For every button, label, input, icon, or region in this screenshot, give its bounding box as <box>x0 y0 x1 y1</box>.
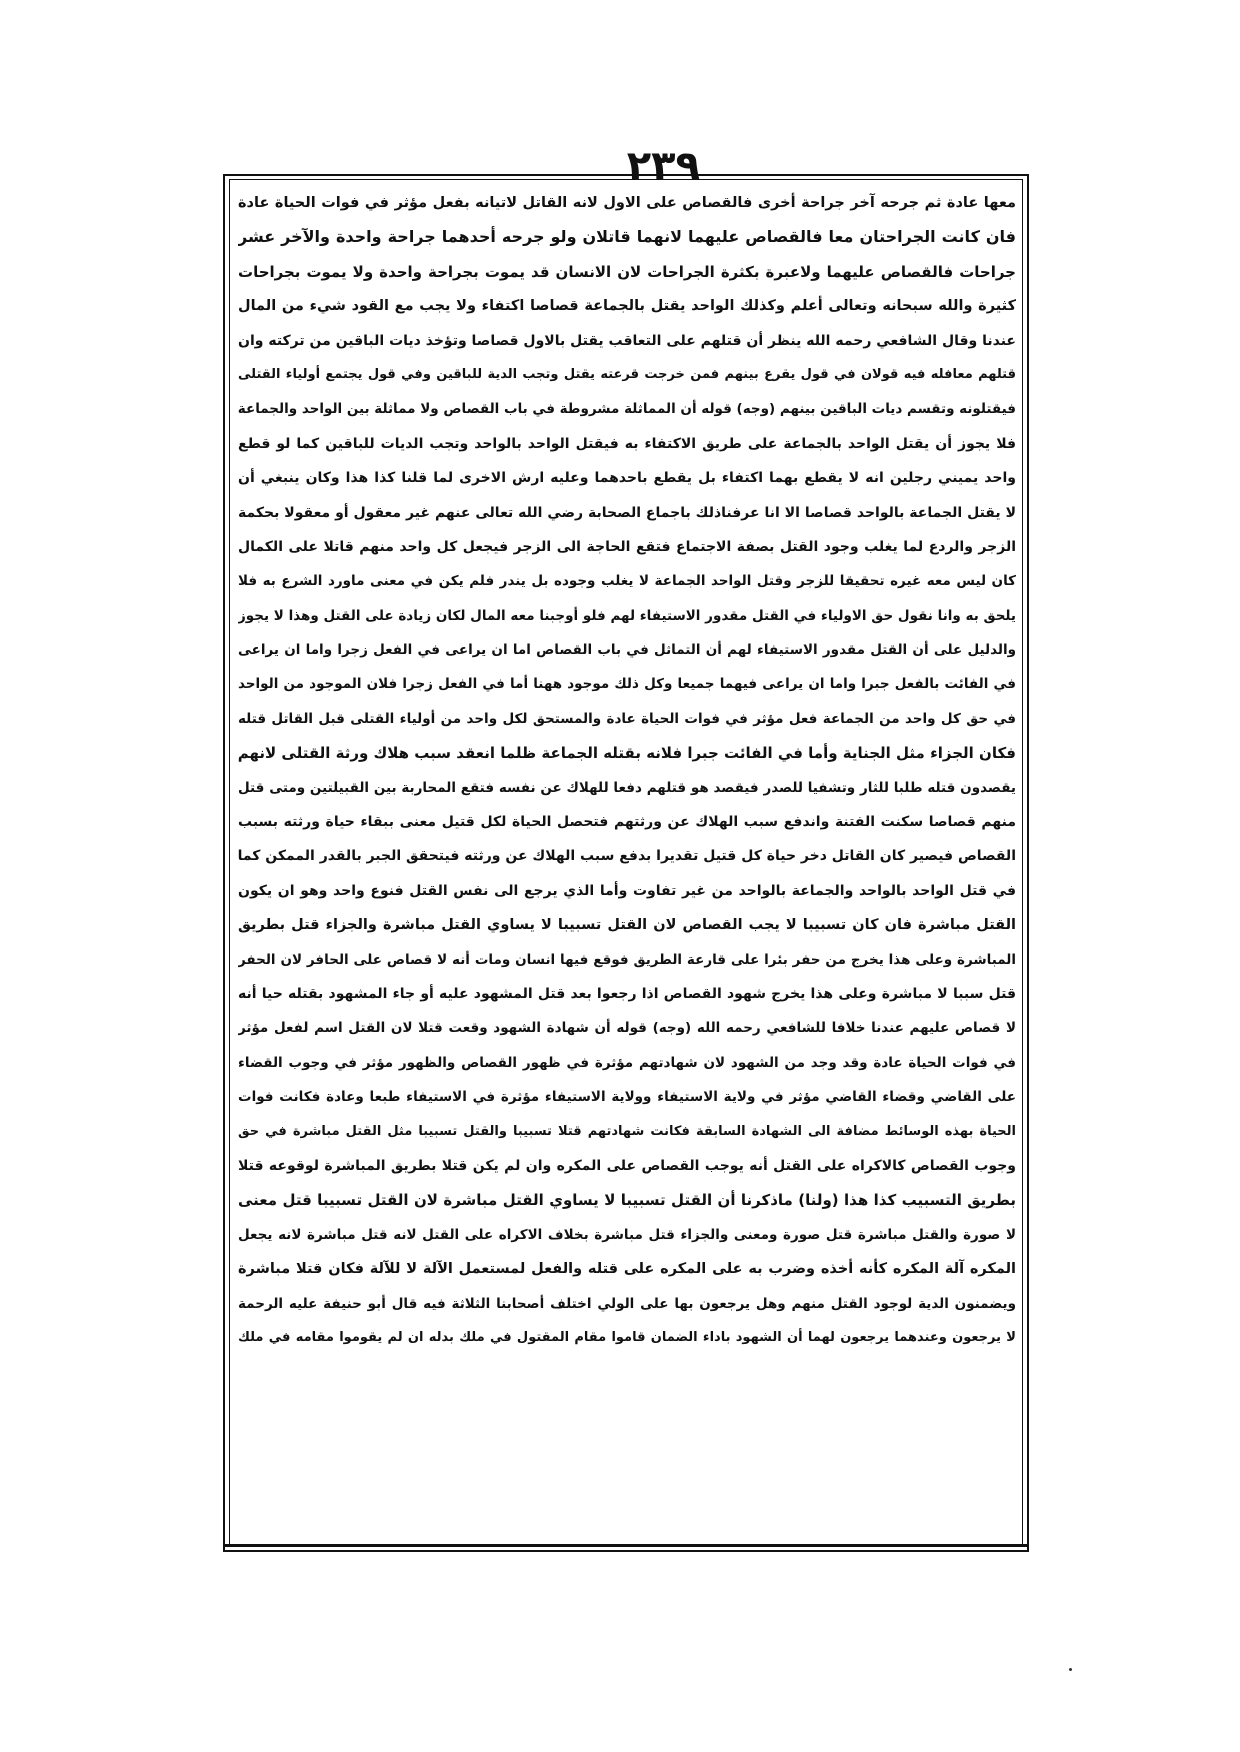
text-line: وجوب القصاص كالاكراه على القتل أنه يوجب القصاص على المكره وان لم يكن قتلا بطريق المباشرة لوقوعه قتلا <box>238 1157 1016 1174</box>
text-line: المباشرة وعلى هذا يخرج من حفر بئرا على قارعة الطريق فوقع فيها انسان ومات أنه لا قصاص على الحافر لان الحفر <box>238 951 1016 968</box>
text-line: على القاضي وقضاء القاضي مؤثر في ولاية الاستيفاء وولاية الاستيفاء مؤثرة في الاستيفاء طبعا وعادة فكانت فوات <box>238 1089 1016 1106</box>
text-line: ويضمنون الدية لوجود القتل منهم وهل يرجعون بها على الولي اختلف أصحابنا الثلاثة فيه قال أبو حنيفة عليه الرحمة <box>238 1295 1016 1312</box>
text-line: عندنا وقال الشافعي رحمه الله ينظر أن قتلهم على التعاقب يقتل بالاول قصاصا وتؤخذ ديات الباقين من تركته وان <box>238 332 1016 349</box>
text-line: فيقتلونه وتقسم ديات الباقين بينهم (وجه) قوله أن المماثلة مشروطة في باب القصاص ولا مماثلة بين الواحد والجماعة <box>238 401 1016 418</box>
text-line: فلا يجوز أن يقتل الواحد بالجماعة على طريق الاكتفاء به فيقتل الواحد بالواحد وتجب الديات للباقين كما لو قطع <box>238 435 1016 452</box>
body-text <box>238 186 1016 1355</box>
text-line: جراحات فالقصاص عليهما ولاعبرة بكثرة الجراحات لان الانسان قد يموت بجراحة واحدة ولا يموت بجراحات <box>238 262 1016 281</box>
text-line: في حق كل واحد من الجماعة فعل مؤثر في فوات الحياة عادة والمستحق لكل واحد من أولياء القتلى قبل القاتل قتله <box>238 710 1016 727</box>
page-frame-bottom-rule <box>223 1544 1029 1547</box>
text-line: معها عادة ثم جرحه آخر جراحة أخرى فالقصاص على الاول لانه القاتل لاتيانه بفعل مؤثر في فوات الحياة عادة <box>238 195 1016 211</box>
text-line: في فوات الحياة عادة وقد وجد من الشهود لان شهادتهم مؤثرة في ظهور القصاص والظهور مؤثر في وجوب القضاء <box>238 1054 1016 1071</box>
text-line: يلحق به وانا نقول حق الاولياء في القتل مقدور الاستيفاء لهم فلو أوجبنا معه المال لكان زيادة على القتل وهذا لا يجوز <box>238 607 1016 624</box>
text-line: والدليل على أن القتل مقدور الاستيفاء لهم أن التماثل في باب القصاص اما ان يراعى في الفعل زجرا واما ان يراعى <box>238 642 1016 659</box>
text-line: القتل مباشرة فان كان تسبيبا لا يجب القصاص لان القتل تسبيبا لا يساوي القتل مباشرة والجزاء قتل بطريق <box>238 917 1016 934</box>
text-line: فكان الجزاء مثل الجناية وأما في الفائت جبرا فلانه بقتله الجماعة ظلما انعقد سبب هلاك ورثة القتلى لانهم <box>238 744 1016 763</box>
text-line: بطريق التسبيب كذا هذا (ولنا) ماذكرنا أن القتل تسبيبا لا يساوي القتل مباشرة لان القتل تسبيبا قتل معنى <box>238 1191 1016 1210</box>
text-line: المكره آلة المكره كأنه أخذه وضرب به على المكره على قتله والفعل لمستعمل الآلة لا للآلة فكان قتلا مباشرة <box>238 1261 1016 1278</box>
text-line: القصاص فيصير كان القاتل دخر حياة كل قتيل تقديرا بدفع سبب الهلاك عن ورثته فيتحقق الجبر بالقدر الممكن كما <box>238 848 1016 865</box>
text-line: كان ليس معه غيره تحقيقا للزجر وقتل الواحد الجماعة لا يغلب وجوده بل يندر فلم يكن في معنى ماورد الشرع به فلا <box>238 573 1016 590</box>
text-line: واحد يميني رجلين انه لا يقطع بهما اكتفاء بل يقطع باحدهما وعليه ارش الاخرى لما قلنا كذا هذا وكان ينبغي أن <box>238 470 1016 487</box>
text-line: الحياة بهذه الوسائط مضافة الى الشهادة السابقة فكانت شهادتهم قتلا تسبيبا والقتل تسبيبا مثل القتل مباشرة في حق <box>238 1123 1016 1139</box>
text-line: لا يرجعون وعندهما يرجعون لهما أن الشهود باداء الضمان قاموا مقام المقتول في ملك بدله ان لم يقوموا مقامه في ملك <box>238 1329 1016 1345</box>
text-line: قتلهم معافله فيه قولان في قول يقرع بينهم فمن خرجت قرعته يقتل وتجب الدية للباقين وفي قول يجتمع أولياء القتلى <box>238 366 1016 382</box>
text-line: لا يقتل الجماعة بالواحد قصاصا الا انا عرفناذلك باجماع الصحابة رضي الله تعالى عنهم غير معقول أو معقولا بحكمة <box>238 504 1016 521</box>
text-line: فان كانت الجراحتان معا فالقصاص عليهما لانهما قاتلان ولو جرحه أحدهما جراحة واحدة والآخر عشر <box>238 227 1016 247</box>
page-number: ٢٣٩ <box>626 143 700 189</box>
text-line: لا قصاص عليهم عندنا خلافا للشافعي رحمه الله (وجه) قوله أن شهادة الشهود وقعت قتلا لان القتل اسم لفعل مؤثر <box>238 1020 1016 1037</box>
stray-dot <box>1069 1668 1072 1671</box>
text-line: في الفائت بالفعل جبرا واما ان يراعى فيهما جميعا وكل ذلك موجود ههنا أما في الفعل زجرا فلان الموجود من الواحد <box>238 676 1016 693</box>
text-line: الزجر والردع لما يغلب وجود القتل بصفة الاجتماع فتقع الحاجة الى الزجر فيجعل كل واحد منهم قاتلا على الكمال <box>238 538 1016 555</box>
text-line: قتل سببا لا مباشرة وعلى هذا يخرج شهود القصاص اذا رجعوا بعد قتل المشهود عليه أو جاء المشهود بقتله حيا أنه <box>238 985 1016 1002</box>
text-line: يقصدون قتله طلبا للثار وتشفيا للصدر فيقصد هو قتلهم دفعا للهلاك عن نفسه فتقع المحاربة بين القبيلتين ومتى قتل <box>238 779 1016 796</box>
text-line: كثيرة والله سبحانه وتعالى أعلم وكذلك الواحد يقتل بالجماعة قصاصا اكتفاء ولا يجب مع القود شيء من المال <box>238 298 1016 315</box>
text-line: لا صورة والقتل مباشرة قتل صورة ومعنى والجزاء قتل مباشرة بخلاف الاكراه على القتل لانه قتل مباشرة لانه يجعل <box>238 1226 1016 1243</box>
text-line: في قتل الواحد بالواحد والجماعة بالواحد من غير تفاوت وأما الذي يرجع الى نفس القتل فنوع واحد وهو ان يكون <box>238 882 1016 899</box>
text-line: منهم قصاصا سكنت الفتنة واندفع سبب الهلاك عن ورثتهم فتحصل الحياة لكل قتيل معنى ببقاء حياة ورثته بسبب <box>238 814 1016 831</box>
